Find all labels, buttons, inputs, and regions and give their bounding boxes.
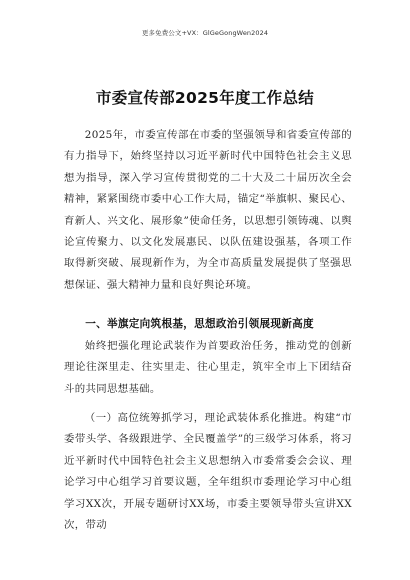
subsection1-block	[64, 408, 352, 536]
intro-paragraph: 2025年，市委宣传部在市委的坚强领导和省委宣传部的有力指导下，始终坚持以习近平新时代中国特色社会主义思想为指导，深入学习宣传贯彻党的二十大及二十届历次全会精神，紧紧围绕市委中心工作大局，锚定“举旗帜、聚民心、育新人、兴文化、展形象”使命任务，以思想引领铸魂、以舆论宣传聚力、以文化发展惠民、以队伍建设强基，各项工作取得新突破、展现新作为，为全市高质量发展提供了坚强思想保证、强大精神力量和良好舆论环境。	[64, 129, 352, 291]
section1-intro-block	[64, 336, 352, 400]
section-heading-1: 一、举旗定向筑根基，思想政治引领展现新高度	[85, 318, 314, 330]
header-note: 更多免费公文+VX：GlGeGongWen2024	[141, 29, 269, 37]
intro-paragraph-block	[64, 125, 352, 296]
section1-intro-paragraph: 始终把强化理论武装作为首要政治任务，推动党的创新理论往深里走、往实里走、往心里走，筑牢全市上下团结奋斗的共同思想基础。	[64, 340, 352, 395]
subsection1-paragraph: （一）高位统筹抓学习，理论武装体系化推进。构建“市委带头学、各级跟进学、全民覆盖学”的三级学习体系，将习近平新时代中国特色社会主义思想纳入市委常委会会议、理论学习中心组学习首要议题，全年组织市委理论学习中心组学习XX次，开展专题研讨XX场，市委主要领导带头宣讲XX次，带动	[64, 412, 352, 532]
document-title: 市委宣传部2025年度工作总结	[95, 89, 315, 107]
